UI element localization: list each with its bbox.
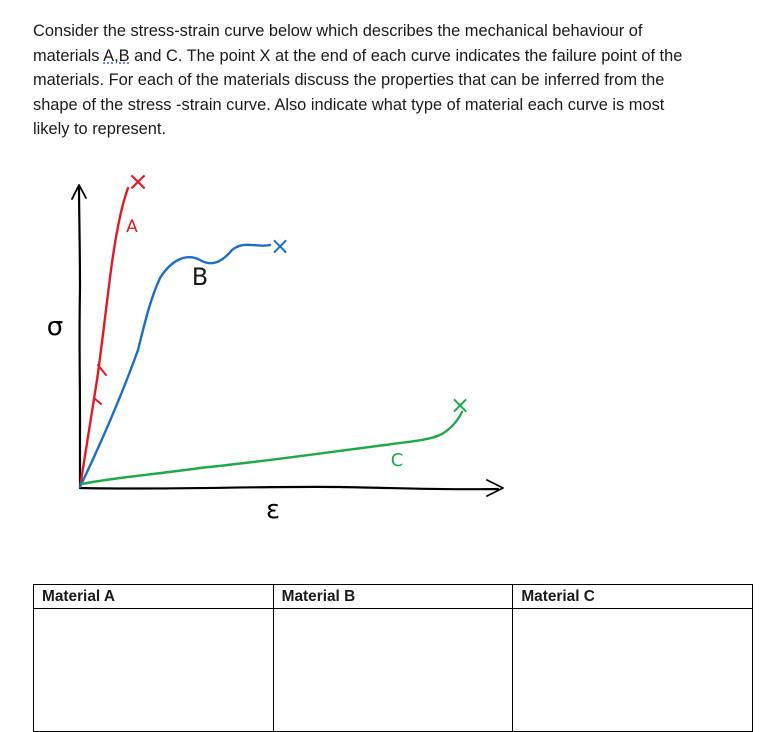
- header-material-c: Material C: [513, 585, 753, 609]
- curve-a-tick-2: [94, 398, 101, 404]
- question-line-2-end: and C. The point X at the end of each curve indicates the failure point of the: [129, 46, 683, 65]
- answer-cell-material-b[interactable]: [273, 609, 513, 732]
- curve-c: [82, 412, 462, 484]
- curve-c-label: C: [390, 450, 404, 471]
- answer-table: [33, 584, 753, 732]
- curve-a-label: A: [126, 217, 138, 237]
- materials-ab-underlined: A,B: [103, 46, 130, 65]
- curve-a-failure-marker: ×: [127, 167, 149, 197]
- strain-symbol: ε: [265, 495, 281, 525]
- curve-c-failure-marker: ×: [449, 391, 471, 419]
- stress-symbol: σ: [46, 312, 64, 342]
- question-line-5: likely to represent.: [33, 120, 167, 138]
- curve-b-failure-marker: ×: [269, 232, 291, 260]
- curve-a: [80, 188, 128, 487]
- header-material-b: Material B: [273, 585, 513, 609]
- answer-table-row: [34, 609, 753, 732]
- header-material-a: Material A: [34, 585, 274, 609]
- question-line-4: shape of the stress -strain curve. Also indicate what type of material each curve is most: [33, 95, 665, 114]
- question-line-3: materials. For each of the materials discuss the properties that can be inferred from the: [33, 71, 665, 89]
- question-line-1: Consider the stress-strain curve below which describes the mechanical behaviour of: [33, 22, 643, 40]
- x-axis: [80, 487, 498, 489]
- answer-cell-material-a[interactable]: [34, 609, 274, 732]
- question-line-2-start: materials: [33, 46, 104, 65]
- curve-b-label: B: [191, 263, 209, 291]
- y-axis: [79, 188, 80, 488]
- answer-cell-material-c[interactable]: [513, 609, 753, 732]
- answer-table-header-row: [34, 585, 753, 609]
